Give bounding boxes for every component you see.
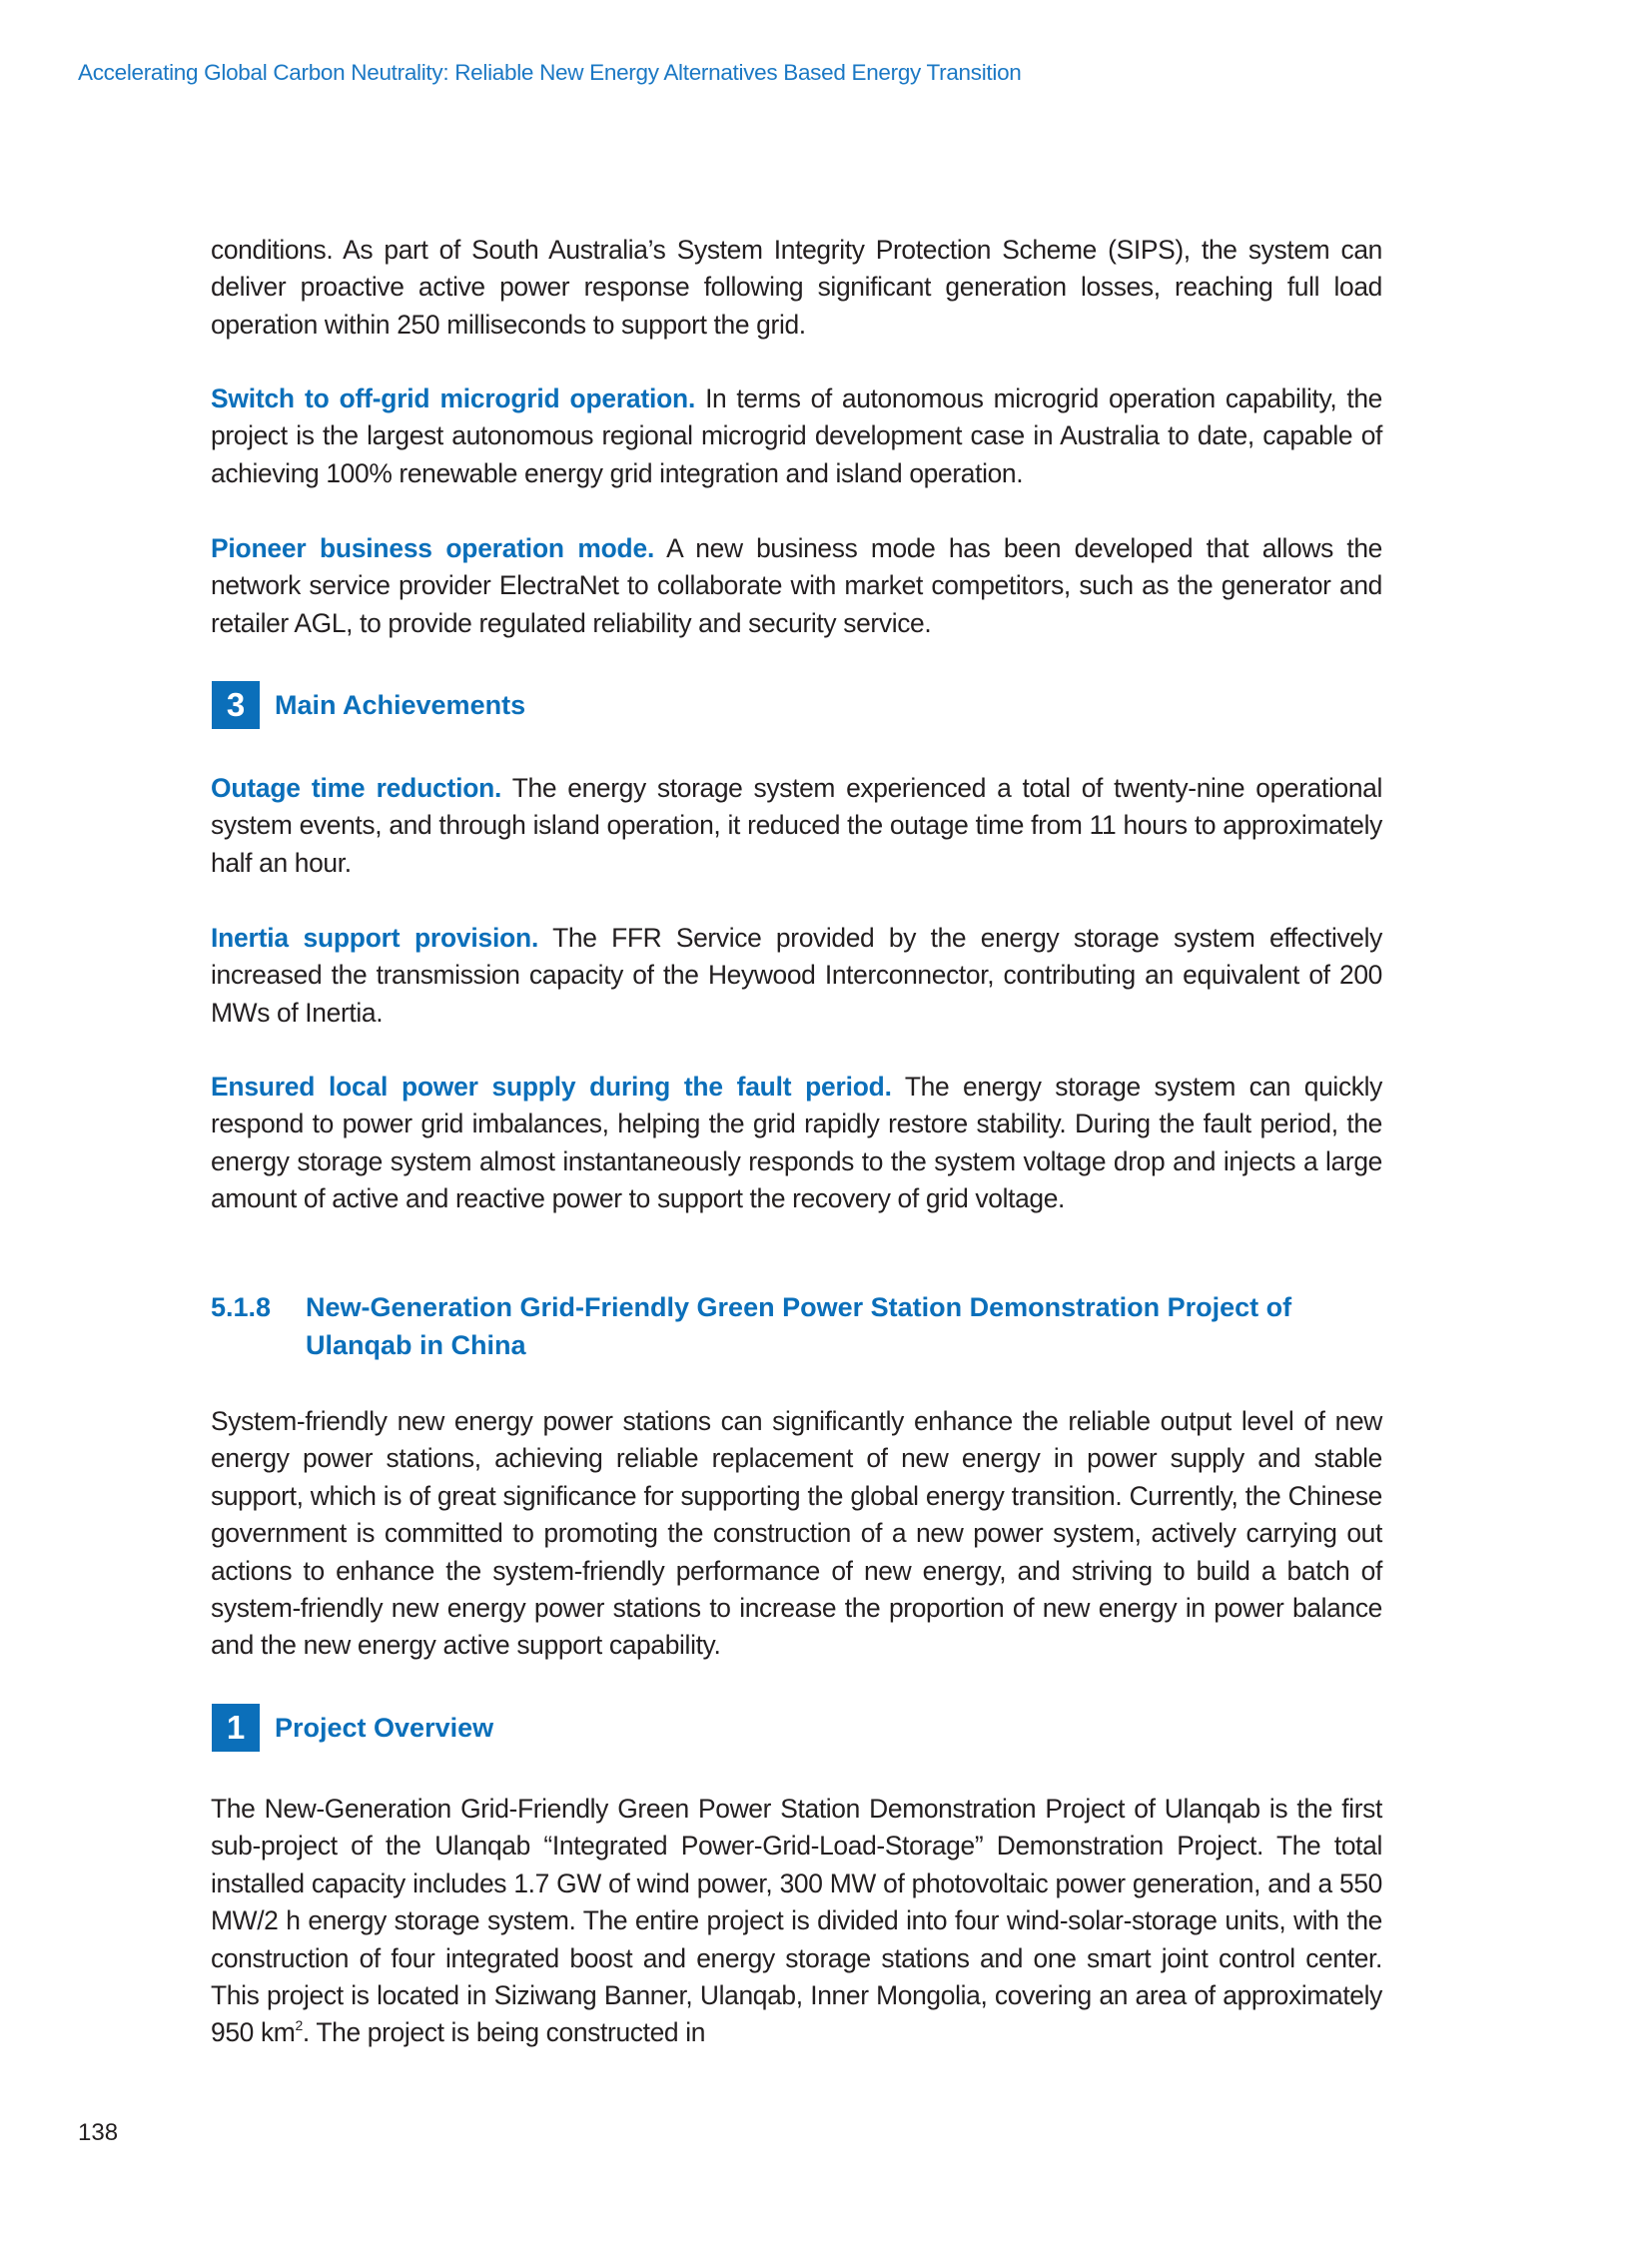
paragraph-lead: Ensured local power supply during the fault period. (211, 1072, 892, 1102)
paragraph-outage (211, 770, 1382, 882)
paragraph-business (211, 530, 1382, 642)
paragraph-inertia (211, 920, 1382, 1032)
section-heading-project-overview (212, 1704, 493, 1752)
section-number-badge: 3 (212, 681, 260, 729)
paragraph-lead: Switch to off-grid microgrid operation. (211, 383, 696, 413)
paragraph-text: The energy storage system can quickly respond to power grid imbalances, helping the grid rapidly restore stability. During the fault period, the energy storage system almost instantaneously responds to the system voltage drop and injects a large amount of active and reactive power to support the recovery of grid voltage. (211, 1072, 1382, 1214)
subsection-title: New-Generation Grid-Friendly Green Power Station Demonstration Project of Ulanqab in China (306, 1292, 1292, 1360)
section-title: Project Overview (275, 1712, 494, 1743)
paragraph-text: The energy storage system experienced a total of twenty-nine operational system events, and through island operation, it reduced the outage time from 11 hours to approximately half an hour. (211, 773, 1382, 878)
paragraph-text: The FFR Service provided by the energy storage system effectively increased the transmission capacity of the Heywood Interconnector, contributing an equivalent of 200 MWs of Inertia. (211, 923, 1382, 1028)
section-number-badge: 1 (212, 1704, 260, 1752)
paragraph-text: System-friendly new energy power stations can significantly enhance the reliable output level of new energy power stations, achieving reliable replacement of new energy in power supply and stable support, which is of great significance for supporting the global energy transition. Currently, the Chinese government is committed to promoting the construction of a new power system, actively carrying out actions to enhance the system-friendly performance of new energy, and striving to build a batch of system-friendly new energy power stations to increase the proportion of new energy in power balance and the new energy active support capability. (211, 1406, 1382, 1661)
section-heading-main-achievements (212, 681, 525, 729)
subsection-number: 5.1.8 (211, 1292, 272, 1322)
paragraph-text-continued: . The project is being constructed in (302, 2017, 706, 2048)
paragraph-text: A new business mode has been developed that allows the network service provider ElectraNet to collaborate with market competitors, such as the generator and retailer AGL, to provide regulated reliability and security service. (211, 533, 1382, 638)
paragraph-lead: Pioneer business operation mode. (211, 533, 655, 563)
paragraph-intro (211, 232, 1382, 344)
paragraph-system-friendly (211, 1403, 1382, 1665)
paragraph-text: conditions. As part of South Australia’s System Integrity Protection Scheme (SIPS), the system can deliver proactive active power response following significant generation losses, reaching full load operation within 250 milliseconds to support the grid. (211, 235, 1382, 340)
running-header: Accelerating Global Carbon Neutrality: Reliable New Energy Alternatives Based Energy Transition (78, 60, 1022, 85)
superscript: 2 (295, 2017, 303, 2034)
paragraph-lead: Outage time reduction. (211, 773, 502, 803)
subsection-heading (211, 1289, 1382, 1364)
section-title: Main Achievements (275, 689, 526, 720)
paragraph-project (211, 1791, 1382, 2052)
page-number: 138 (78, 2119, 119, 2146)
paragraph-text: The New-Generation Grid-Friendly Green Power Station Demonstration Project of Ulanqab is the first sub-project of the Ulanqab “Integrated Power-Grid-Load-Storage” Demonstration Project. The total installed capacity includes 1.7 GW of wind power, 300 MW of photovoltaic power generation, and a 550 MW/2 h energy storage system. The entire project is divided into four wind-solar-storage units, with the construction of four integrated boost and energy storage stations and one smart joint control center. This project is located in Siziwang Banner, Ulanqab, Inner Mongolia, covering an area of approximately 950 km (211, 1794, 1382, 2048)
paragraph-text: In terms of autonomous microgrid operation capability, the project is the largest autonomous regional microgrid development case in Australia to date, capable of achieving 100% renewable energy grid integration and island operation. (211, 383, 1382, 488)
paragraph-lead: Inertia support provision. (211, 923, 539, 953)
paragraph-offgrid (211, 380, 1382, 492)
paragraph-fault (211, 1069, 1382, 1218)
